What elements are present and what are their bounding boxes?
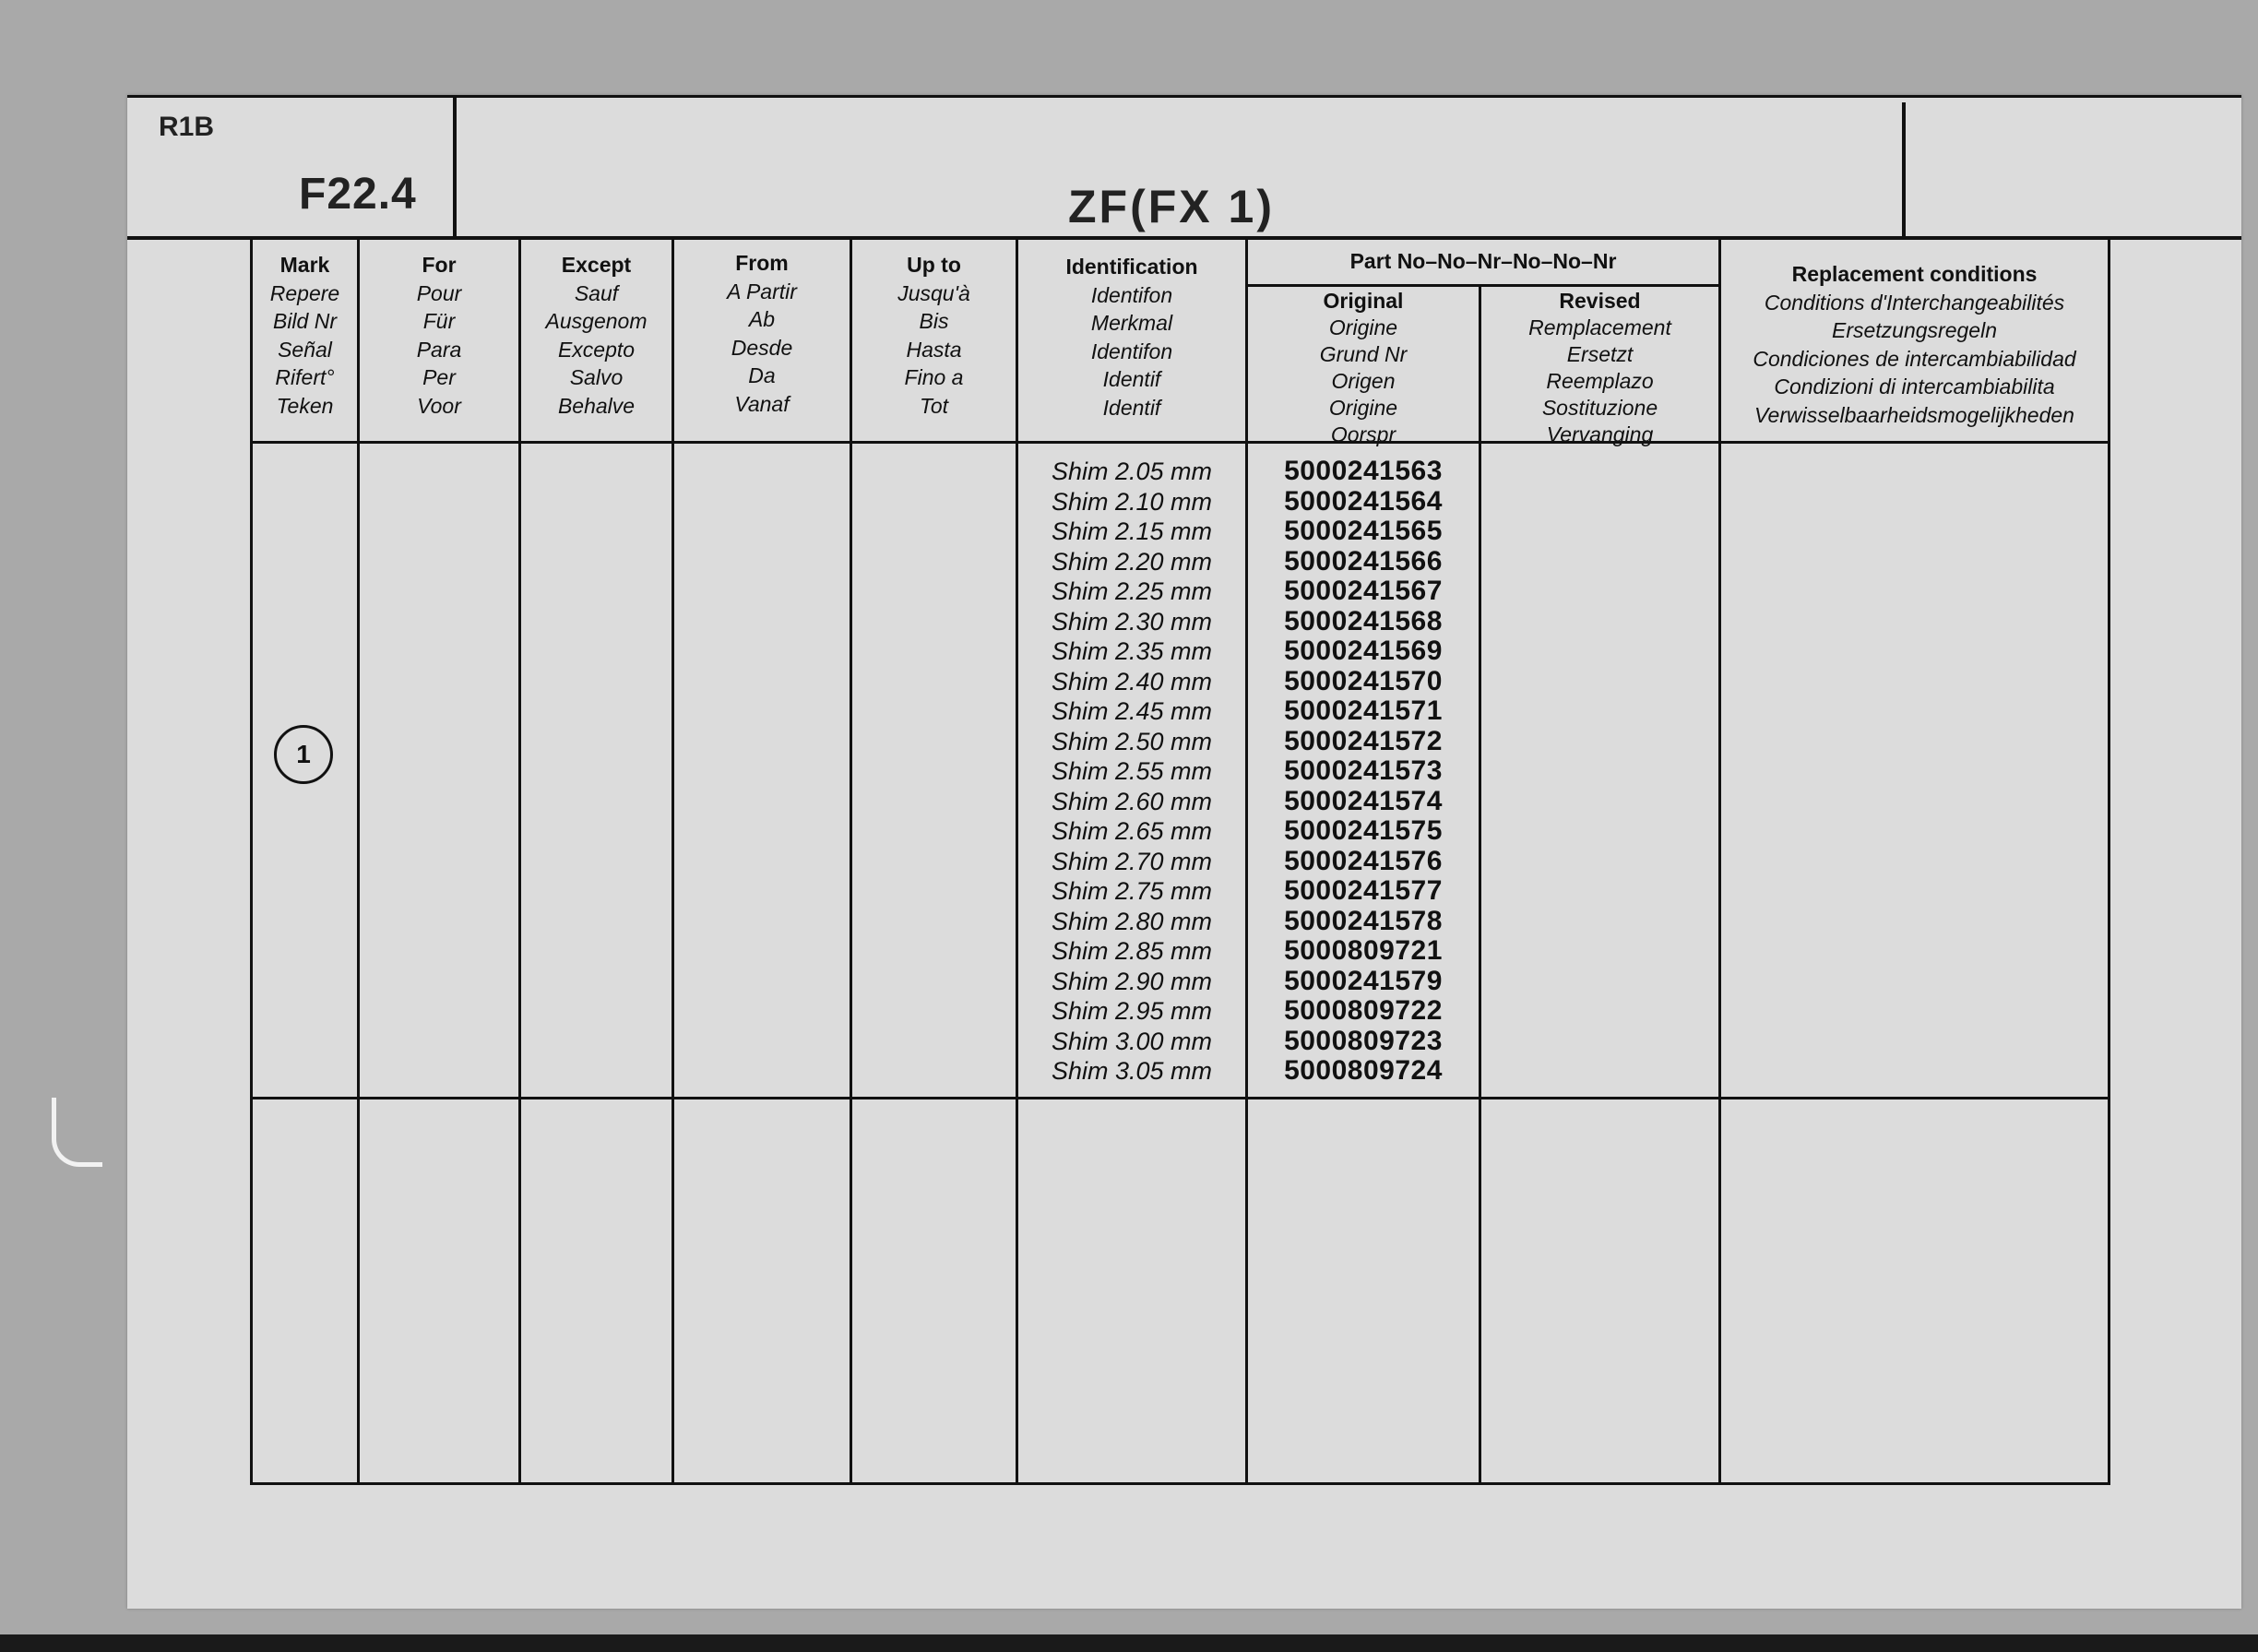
header-label: Pour: [416, 280, 462, 305]
part-no-subheader-line: [1245, 284, 1721, 287]
header-label: Ersetzt: [1566, 342, 1634, 366]
col-header-up-to: [852, 251, 1016, 420]
part-number-cell: 5000809723: [1284, 1025, 1443, 1056]
part-number-cell: 5000241577: [1284, 875, 1443, 906]
header-row-line: [250, 441, 2110, 444]
parts-card: [127, 95, 2241, 1609]
header-label: Fino a: [904, 365, 964, 389]
header-label: A Partir: [727, 279, 797, 303]
header-label: Señal: [278, 337, 332, 362]
identification-cell: Shim 3.05 mm: [1051, 1057, 1213, 1085]
header-label: Bild Nr: [272, 309, 337, 333]
header-label: Replacement conditions: [1791, 262, 2038, 286]
header-label: Identification: [1065, 255, 1198, 279]
header-label: Desde: [731, 335, 793, 360]
header-label: Part No–No–Nr–No–No–Nr: [1349, 249, 1617, 273]
header-label: Ab: [748, 307, 776, 331]
header-label: For: [422, 253, 457, 277]
identification-cell: Shim 2.20 mm: [1051, 547, 1213, 576]
page-title: ZF(FX 1): [1068, 181, 1275, 232]
header-label: Teken: [276, 393, 334, 418]
identification-cell: Shim 2.95 mm: [1051, 997, 1213, 1025]
header-label: Condizioni di intercambiabilita: [1774, 374, 2055, 398]
col-border: [250, 240, 253, 1485]
col-header-from: [674, 249, 850, 418]
identification-cell: Shim 2.85 mm: [1051, 937, 1213, 965]
identification-cell: Shim 2.55 mm: [1051, 757, 1213, 785]
identification-cell: Shim 2.05 mm: [1051, 458, 1213, 485]
part-number-cell: 5000809721: [1284, 935, 1443, 966]
header-label: Excepto: [557, 337, 636, 362]
header-divider-right: [1902, 102, 1906, 238]
header-label: Mark: [279, 253, 330, 277]
identification-cell: Shim 3.00 mm: [1051, 1027, 1213, 1055]
header-label: Für: [422, 309, 456, 333]
identification-cell: Shim 2.70 mm: [1051, 847, 1213, 875]
header-label: Voor: [417, 393, 461, 418]
identification-cell: Shim 2.80 mm: [1051, 907, 1213, 935]
header-label: Verwisselbaarheidsmogelijkheden: [1754, 402, 2074, 427]
header-label: Origine: [1328, 315, 1398, 339]
identification-cell: Shim 2.90 mm: [1051, 967, 1213, 995]
identification-cell: Shim 2.30 mm: [1051, 607, 1213, 636]
part-number-cell: 5000809722: [1284, 995, 1443, 1026]
header-label: Original: [1323, 289, 1404, 313]
identification-cell: Shim 2.15 mm: [1051, 517, 1213, 545]
header-label: Sostituzione: [1541, 396, 1658, 420]
header-label: Para: [416, 337, 462, 362]
col-header-replacement: [1721, 260, 2108, 429]
page-scuff-mark: [52, 1098, 102, 1167]
col-header-original: [1248, 288, 1479, 448]
part-number-cell: 5000241576: [1284, 845, 1443, 876]
part-number-cell: 5000241568: [1284, 605, 1443, 636]
col-border: [518, 240, 521, 1485]
mark-number: 1: [296, 740, 311, 768]
identification-cell: Shim 2.65 mm: [1051, 817, 1213, 845]
header-label: Identifon: [1090, 282, 1173, 307]
part-number-cell: 5000809724: [1284, 1055, 1443, 1086]
identification-cell: Shim 2.25 mm: [1051, 577, 1213, 605]
header-label: Identif: [1102, 395, 1161, 420]
col-border: [850, 240, 852, 1485]
header-label: Tot: [919, 393, 949, 418]
header-label: Sauf: [574, 280, 619, 305]
header-label: Up to: [907, 253, 961, 277]
header-label: Merkmal: [1090, 311, 1173, 335]
col-border: [2108, 240, 2110, 1485]
header-label: From: [735, 251, 789, 275]
identification-cell: Shim 2.60 mm: [1051, 787, 1213, 815]
part-number-cell: 5000241571: [1284, 695, 1443, 726]
part-number-cell: 5000241564: [1284, 485, 1443, 517]
header-label: Vervanging: [1546, 422, 1654, 446]
header-divider-left: [453, 95, 457, 238]
row-separator: [250, 1097, 2110, 1099]
col-border: [1479, 284, 1481, 1485]
header-label: Revised: [1559, 289, 1641, 313]
part-number-cell: 5000241575: [1284, 815, 1443, 846]
identification-cell: Shim 2.10 mm: [1051, 487, 1213, 516]
header-label: Conditions d'Interchangeabilités: [1764, 290, 2065, 315]
header-label: Ersetzungsregeln: [1832, 318, 1997, 342]
part-number-cell: 5000241573: [1284, 755, 1443, 786]
header-label: Oorspr: [1330, 422, 1396, 446]
part-number-cell: 5000241563: [1284, 456, 1443, 486]
part-number-cell: 5000241572: [1284, 725, 1443, 756]
col-header-mark: [253, 251, 357, 420]
header-top-border: [127, 95, 2241, 98]
col-header-part-no: [1248, 247, 1718, 276]
header-label: Ausgenom: [545, 309, 648, 333]
header-label: Vanaf: [734, 391, 790, 416]
header-label: Remplacement: [1528, 315, 1671, 339]
part-number-cell: 5000241579: [1284, 965, 1443, 996]
header-label: Condiciones de intercambiabilidad: [1753, 346, 2076, 371]
header-label: Hasta: [906, 337, 962, 362]
header-label: Rifert°: [275, 365, 335, 389]
part-number-cell: 5000241567: [1284, 576, 1443, 606]
table-bottom-border: [250, 1482, 2110, 1485]
identification-cell: Shim 2.35 mm: [1051, 637, 1213, 665]
col-header-revised: [1481, 288, 1718, 448]
header-label: Reemplazo: [1546, 369, 1654, 393]
identification-cell: Shim 2.40 mm: [1051, 667, 1213, 695]
header-label: Da: [748, 363, 776, 387]
header-label: Origen: [1331, 369, 1396, 393]
header-label: Except: [561, 253, 632, 277]
part-number-cell: 5000241574: [1284, 785, 1443, 816]
col-header-for: [360, 251, 518, 420]
header-label: Identif: [1102, 367, 1161, 391]
header-label: Per: [422, 365, 456, 389]
header-label: Bis: [919, 309, 949, 333]
header-label: Origine: [1328, 396, 1398, 420]
section-number: F22.4: [299, 170, 417, 219]
header-label: Behalve: [557, 393, 636, 418]
original-part-list: [1248, 457, 1479, 1087]
parts-table: [250, 240, 2110, 1485]
card-code: R1B: [159, 112, 215, 142]
identification-cell: Shim 2.45 mm: [1051, 697, 1213, 725]
col-header-except: [521, 251, 671, 420]
part-number-cell: 5000241565: [1284, 516, 1443, 546]
part-number-cell: 5000241570: [1284, 665, 1443, 696]
identification-cell: Shim 2.50 mm: [1051, 727, 1213, 755]
header-label: Identifon: [1090, 339, 1173, 363]
part-number-cell: 5000241566: [1284, 545, 1443, 576]
mark-number-badge: [274, 725, 333, 784]
header-label: Salvo: [569, 365, 624, 389]
col-header-identification: [1018, 253, 1245, 422]
identification-cell: Shim 2.75 mm: [1051, 877, 1213, 905]
header-label: Repere: [269, 280, 340, 305]
col-border: [671, 240, 674, 1485]
part-number-cell: 5000241569: [1284, 636, 1443, 666]
part-number-cell: 5000241578: [1284, 905, 1443, 936]
header-label: Jusqu'à: [897, 280, 970, 305]
identification-list: [1018, 457, 1245, 1087]
col-border: [357, 240, 360, 1485]
header-label: Grund Nr: [1319, 342, 1408, 366]
bottom-edge: [0, 1634, 2258, 1652]
